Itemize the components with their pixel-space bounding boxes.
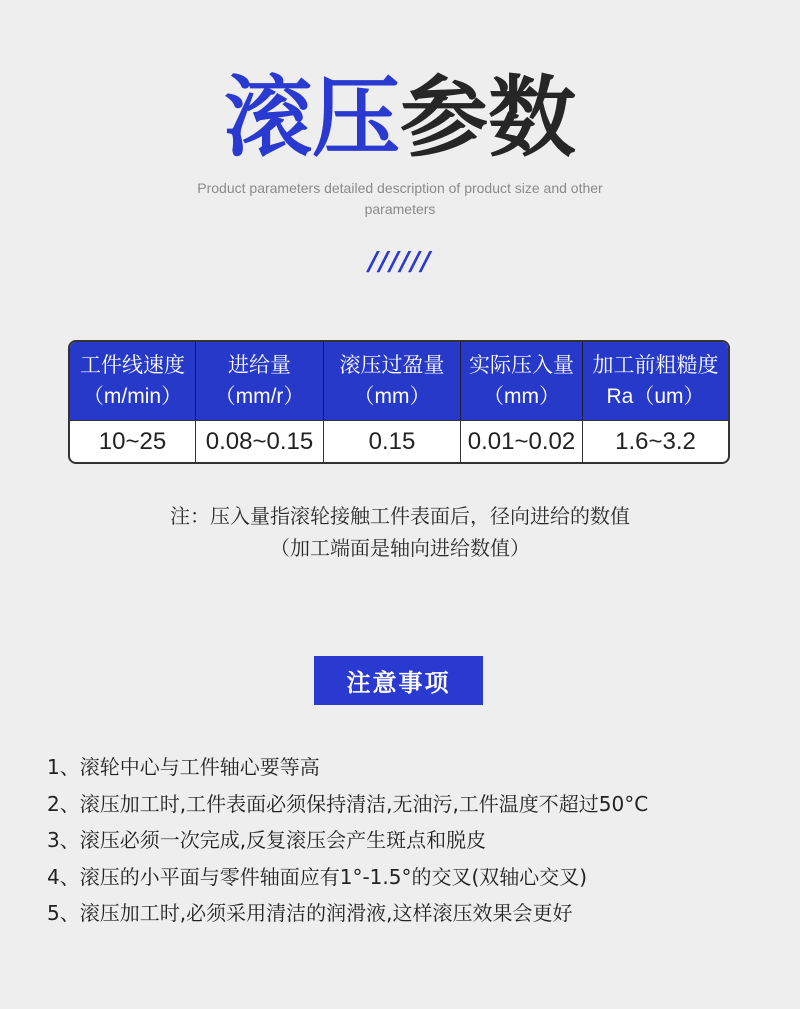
page-subtitle: Product parameters detailed description of product size and other parameters bbox=[197, 180, 603, 217]
header-cell-press-depth bbox=[461, 342, 583, 420]
note-line: （加工端面是轴向进给数值） bbox=[270, 536, 530, 560]
table-cell: 10~25 bbox=[70, 420, 196, 462]
header-cell-feed bbox=[196, 342, 324, 420]
header-label: 加工前粗糙度 bbox=[592, 353, 719, 377]
header-unit: （mm/r） bbox=[214, 385, 305, 408]
table-row bbox=[70, 420, 728, 462]
page-title bbox=[0, 68, 800, 168]
title-highlight: 滚压 bbox=[223, 66, 400, 169]
header-unit: （mm） bbox=[353, 385, 431, 408]
header-cell-speed bbox=[70, 342, 196, 420]
list-item: 3、滚压必须一次完成,反复滚压会产生斑点和脱皮 bbox=[47, 828, 487, 852]
notice-title-badge: 注意事项 bbox=[314, 656, 483, 705]
note-line: 注：压入量指滚轮接触工件表面后，径向进给的数值 bbox=[170, 504, 630, 528]
header-unit: （m/min） bbox=[82, 385, 183, 408]
list-item: 1、滚轮中心与工件轴心要等高 bbox=[47, 755, 320, 779]
header-unit: （mm） bbox=[483, 385, 560, 408]
table-note bbox=[0, 500, 800, 564]
header-cell-interference bbox=[324, 342, 461, 420]
header-label: 工件线速度 bbox=[80, 353, 185, 377]
header-cell-roughness bbox=[583, 342, 728, 420]
list-item: 2、滚压加工时,工件表面必须保持清洁,无油污,工件温度不超过50°C bbox=[47, 791, 649, 816]
slash-decoration: ////// bbox=[368, 247, 432, 277]
header-unit: Ra（um） bbox=[606, 385, 705, 408]
table-cell: 0.08~0.15 bbox=[196, 420, 324, 462]
list-item: 4、滚压的小平面与零件轴面应有1°-1.5°的交叉(双轴心交叉) bbox=[47, 864, 588, 889]
notice-list bbox=[47, 749, 787, 932]
table-header-row bbox=[70, 342, 728, 420]
table-cell: 1.6~3.2 bbox=[583, 420, 728, 462]
title-rest: 参数 bbox=[400, 66, 577, 169]
table-cell: 0.15 bbox=[324, 420, 461, 462]
header-label: 滚压过盈量 bbox=[339, 353, 445, 377]
parameter-table bbox=[68, 340, 730, 464]
header-label: 进给量 bbox=[228, 353, 291, 377]
table-cell: 0.01~0.02 bbox=[461, 420, 583, 462]
list-item: 5、滚压加工时,必须采用清洁的润滑液,这样滚压效果会更好 bbox=[47, 901, 573, 925]
header-label: 实际压入量 bbox=[469, 353, 574, 377]
